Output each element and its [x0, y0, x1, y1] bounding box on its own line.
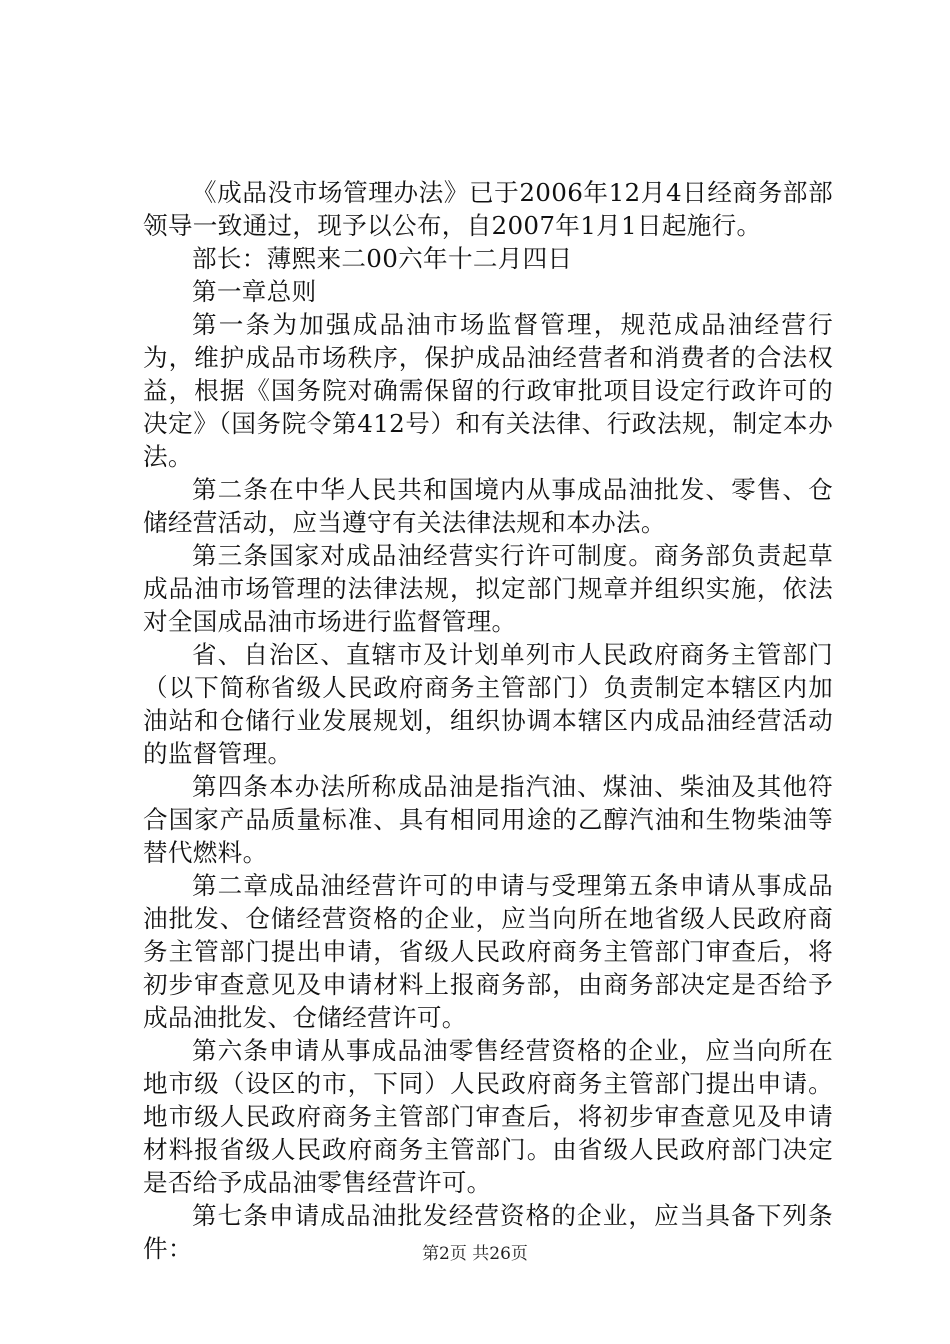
- paragraph-signature: 部长：薄熙来二00六年十二月四日: [192, 244, 573, 273]
- paragraph-announcement: 《成品没市场管理办法》已于2006年12月4日经商务部部领导一致通过，现予以公布，自2007年1月1日起施行。: [143, 178, 833, 240]
- page-footer: [0, 1243, 950, 1265]
- paragraph-article-3-cont: 省、自治区、直辖市及计划单列市人民政府商务主管部门（以下简称省级人民政府商务主管部门）负责制定本辖区内加油站和仓储行业发展规划，组织协调本辖区内成品油经营活动的监督管理。: [143, 640, 833, 768]
- paragraph-chapter-2-article-5: 第二章成品油经营许可的申请与受理第五条申请从事成品油批发、仓储经营资格的企业，应当向所在地省级人民政府商务主管部门提出申请，省级人民政府商务主管部门审查后，将初步审查意见及申请材料上报商务部，由商务部决定是否给予成品油批发、仓储经营许可。: [143, 871, 833, 1032]
- paragraph-article-6: 第六条申请从事成品油零售经营资格的企业，应当向所在地市级（设区的市，下同）人民政府商务主管部门提出申请。地市级人民政府商务主管部门审查后，将初步审查意见及申请材料报省级人民政府商务主管部门。由省级人民政府部门决定是否给予成品油零售经营许可。: [143, 1036, 833, 1197]
- page-number-label: 第2页 共26页: [422, 1244, 528, 1264]
- paragraph-article-4: 第四条本办法所称成品油是指汽油、煤油、柴油及其他符合国家产品质量标准、具有相同用途的乙醇汽油和生物柴油等替代燃料。: [143, 772, 833, 867]
- paragraph-article-2: 第二条在中华人民共和国境内从事成品油批发、零售、仓储经营活动，应当遵守有关法律法规和本办法。: [143, 475, 833, 537]
- paragraph-article-7: 第七条申请成品油批发经营资格的企业，应当具备下列条件：: [143, 1201, 833, 1263]
- paragraph-article-3: 第三条国家对成品油经营实行许可制度。商务部负责起草成品油市场管理的法律法规，拟定部门规章并组织实施，依法对全国成品油市场进行监督管理。: [143, 541, 833, 636]
- document-body: [143, 176, 833, 1265]
- chapter-heading-general: 第一章总则: [192, 277, 317, 306]
- paragraph-article-1: 第一条为加强成品油市场监督管理，规范成品油经营行为，维护成品市场秩序，保护成品油经营者和消费者的合法权益，根据《国务院对确需保留的行政审批项目设定行政许可的决定》（国务院令第412号）和有关法律、行政法规，制定本办法。: [143, 310, 833, 471]
